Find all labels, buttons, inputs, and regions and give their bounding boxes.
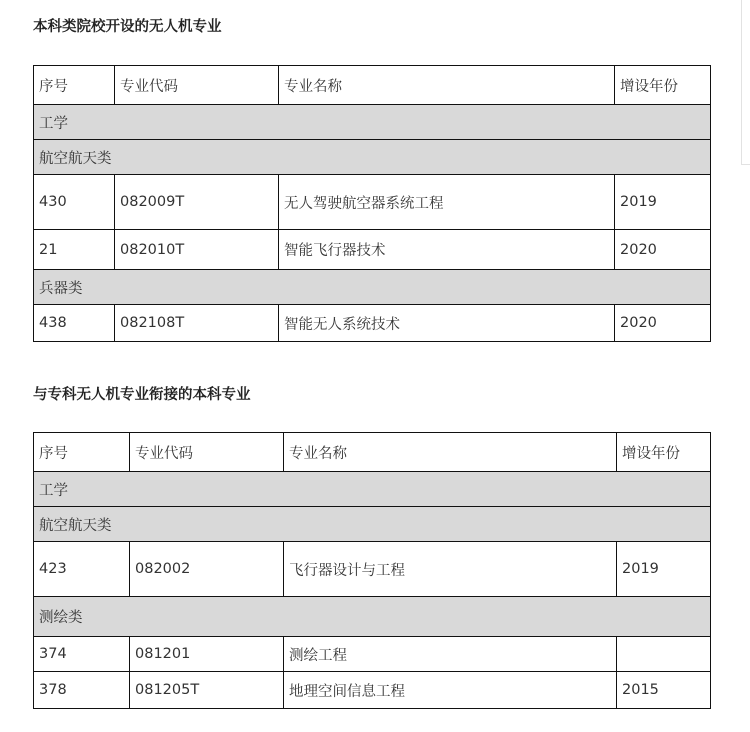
group-label: 工学 <box>34 472 711 507</box>
table-row <box>34 637 711 672</box>
cell-index: 21 <box>34 230 115 270</box>
cell-index: 378 <box>34 672 130 709</box>
cell-name: 无人驾驶航空器系统工程 <box>279 175 615 230</box>
scrollbar-edge-cap <box>741 164 750 165</box>
table-header-row <box>34 433 711 472</box>
table-row <box>34 305 711 342</box>
header-cell-index: 序号 <box>34 433 130 472</box>
header-cell-index: 序号 <box>34 66 115 105</box>
cell-index: 423 <box>34 542 130 597</box>
cell-year: 2020 <box>615 230 711 270</box>
header-cell-name: 专业名称 <box>279 66 615 105</box>
group-label: 测绘类 <box>34 597 711 637</box>
cell-code: 081205T <box>130 672 284 709</box>
cell-index: 438 <box>34 305 115 342</box>
group-row <box>34 140 711 175</box>
table-header-row <box>34 66 711 105</box>
cell-code: 081201 <box>130 637 284 672</box>
scrollbar-edge[interactable] <box>741 0 742 165</box>
cell-name: 测绘工程 <box>284 637 617 672</box>
majors-table-1 <box>33 65 711 342</box>
header-cell-year: 增设年份 <box>615 66 711 105</box>
table-row <box>34 175 711 230</box>
cell-code: 082009T <box>115 175 279 230</box>
cell-name: 智能无人系统技术 <box>279 305 615 342</box>
section-2-title: 与专科无人机专业衔接的本科专业 <box>33 387 251 403</box>
table-row <box>34 230 711 270</box>
header-cell-code: 专业代码 <box>130 433 284 472</box>
cell-index: 430 <box>34 175 115 230</box>
group-row <box>34 270 711 305</box>
cell-year: 2019 <box>615 175 711 230</box>
cell-code: 082010T <box>115 230 279 270</box>
group-label: 航空航天类 <box>34 507 711 542</box>
cell-year: 2015 <box>617 672 711 709</box>
cell-name: 地理空间信息工程 <box>284 672 617 709</box>
table-row <box>34 542 711 597</box>
cell-code: 082002 <box>130 542 284 597</box>
header-cell-year: 增设年份 <box>617 433 711 472</box>
header-cell-code: 专业代码 <box>115 66 279 105</box>
group-row <box>34 597 711 637</box>
cell-index: 374 <box>34 637 130 672</box>
group-row <box>34 507 711 542</box>
table-row <box>34 672 711 709</box>
section-1-title: 本科类院校开设的无人机专业 <box>33 19 222 35</box>
cell-year <box>617 637 711 672</box>
majors-table-2 <box>33 432 711 709</box>
group-row <box>34 472 711 507</box>
group-label: 工学 <box>34 105 711 140</box>
group-label: 航空航天类 <box>34 140 711 175</box>
group-row <box>34 105 711 140</box>
group-label: 兵器类 <box>34 270 711 305</box>
header-cell-name: 专业名称 <box>284 433 617 472</box>
cell-year: 2020 <box>615 305 711 342</box>
cell-year: 2019 <box>617 542 711 597</box>
cell-name: 智能飞行器技术 <box>279 230 615 270</box>
cell-code: 082108T <box>115 305 279 342</box>
cell-name: 飞行器设计与工程 <box>284 542 617 597</box>
